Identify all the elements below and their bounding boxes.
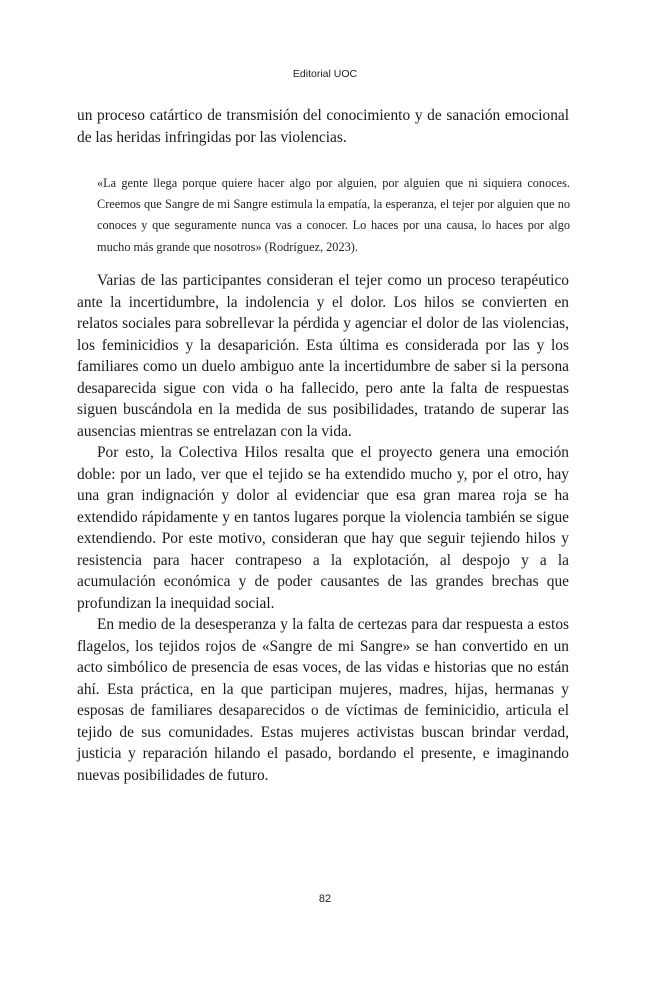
intro-paragraph-block (77, 105, 569, 148)
body-paragraph-3: En medio de la desesperanza y la falta de certezas para dar respuesta a estos flagelos, los tejidos rojos de «Sangre de mi Sangre» se han convertido en un acto simbólico de presencia de esas voces, de las vidas e historias que no están ahí. Esta práctica, en la que participan mujeres, madres, hijas, hermanas y esposas de familiares desaparecidos o de víctimas de feminicidio, articula el tejido de sus comunidades. Estas mujeres activistas buscan brindar verdad, justicia y reparación hilando el pasado, bordando el presente, e imaginando nuevas posibilidades de futuro. (77, 616, 569, 784)
body-paragraph-2: Por esto, la Colectiva Hilos resalta que el proyecto genera una emoción doble: por un lado, ver que el tejido se ha extendido mucho y, por el otro, hay una gran indignación y dolor al evidenciar que esa gran marea roja se ha extendido rápidamente y en tantos lugares porque la violencia también se sigue extendiendo. Por este motivo, consideran que hay que seguir tejiendo hilos y resistencia para hacer contrapeso a la explotación, al despojo y a la acumulación económica y de poder causantes de las grandes brechas que profundizan la inequidad social. (77, 444, 569, 612)
page-number: 82 (318, 893, 332, 905)
running-header: Editorial UOC (292, 68, 358, 80)
block-quote-text: «La gente llega porque quiere hacer algo por alguien, por alguien que ni siquiera conoces. Creemos que Sangre de mi Sangre estimula la empatía, la esperanza, el tejer por alguien que no conoces y que seguramente nunca vas a conocer. Lo haces por una causa, lo haces por algo mucho más grande que nosotros» (Rodríguez, 2023). (97, 176, 570, 254)
intro-paragraph: un proceso catártico de transmisión del conocimiento y de sanación emocional de las heridas infringidas por las violencias. (77, 107, 569, 146)
body-paragraph-1: Varias de las participantes consideran el tejer como un proceso terapéutico ante la incertidumbre, la indolencia y el dolor. Los hilos se convierten en relatos sociales para sobrellevar la pérdida y agenciar el dolor de las violencias, los feminicidios y la desaparición. Esta última es considerada por las y los familiares como un duelo ambiguo ante la incertidumbre de saber si la persona desaparecida sigue con vida o ha fallecido, pero ante la falta de respuestas siguen buscándola en la medida de sus posibilidades, tratando de superar las ausencias mientras se entrelazan con la vida. (77, 272, 569, 440)
block-quote (97, 173, 570, 258)
main-text (77, 270, 569, 786)
